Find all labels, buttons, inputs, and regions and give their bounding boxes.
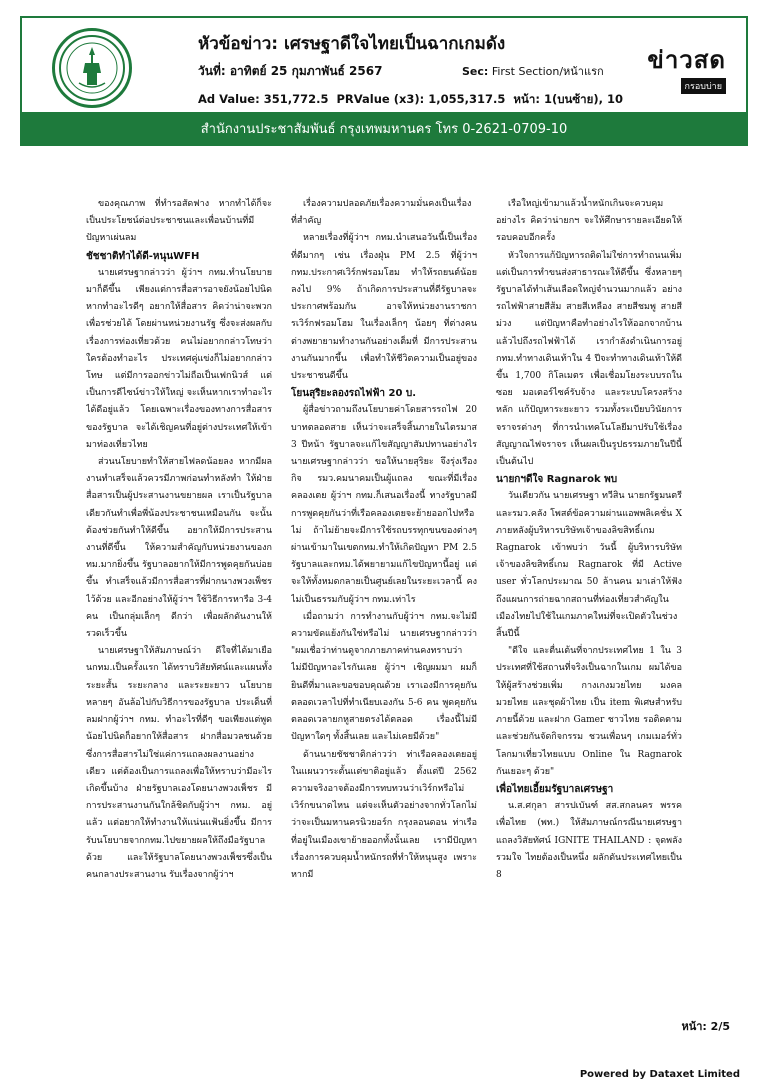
prvalue-label: PRValue (x3): [336,92,425,106]
subheading: เพื่อไทยเอี้ยมรัฐบาลเศรษฐา [496,783,614,795]
paragraph: "ดีใจ และตื่นเต้นที่จากประเทศไทย 1 ใน 3 ประเทศที่ใช้สถานที่จริงเป็นฉากในเกม ผมได้ขอให้ผู้สร้างช่วยเพิ่ม กางเกงมวยไทย มงคลมวยไทย และชุดผ้าไทย เป็น item พิเศษสำหรับภายนี้ด้วย และฝาก Gamer ชาวไทย รอติดตาม และช่วยกันจัดกิจกรรม ชวนเพื่อนๆ เกมเมอร์ทั่วโลกมาเที่ยวไทยแบบ Online ใน Ragnarok กันเยอะๆ ด้วย" [496,646,682,777]
powered-by: Powered by Dataxet Limited [579,1069,740,1080]
subheading: ชัชชาติทำได้ดี-หนุนWFH [86,250,200,262]
paragraph: ของคุณภาพ ที่ทำรอสัดฟาง หากทำได้ก็จะเป็นประโยชน์ต่อประชาชนและเพื่อนบ้านที่มีปัญหาเผ่นลม [86,199,272,244]
article-column-1 [86,196,272,1012]
brand-edition: กรอบบ่าย [681,78,726,94]
page-number: หน้า: 2/5 [681,1020,730,1033]
section-value: First Section/หน้าแรก [491,65,604,78]
paragraph: ด้านนายชัชชาติกล่าวว่า ท่าเรือคลองเตยอยู่ในแผนวาระตั้นแต่ขาติอยู่แล้ว ตั้งแต่ปี 2562 ความจริงอาจต้องมีการทบทวนว่าเวิร์กหรือไม่เวิร์กขนาดไหน แต่จะเห็นตัวอย่างจากทั่วโลกไม่ว่าจะเป็นมหานครนิวยอร์ก กรุงลอนดอน ท่าเรือที่อยู่ในเมืองเขาย้ายออกทั้งนั้นเลย เรามีปัญหาเรื่องการควบคุมน้ำหนักรถที่ทำให้หนุนสูง เพราะหากมี [291,749,477,880]
date-row [198,62,382,81]
headline-value: เศรษฐาดีใจไทยเป็นฉากเกมดัง [284,34,506,54]
headline-label: หัวข้อข่าว: [198,34,279,54]
article-column-2 [291,196,477,1012]
ad-value-label: Ad Value: [198,92,260,106]
ad-value: 351,772.5 [263,92,329,106]
article-body [86,196,682,1012]
date-label: วันที่: [198,64,226,78]
paragraph: ผู้สื่อข่าวถามถึงนโยบายค่าโดยสารรถไฟ 20 บาทตลอดสาย เห็นว่าจะเสร็จสิ้นภายในไตรมาส 3 ปีหน้า รัฐบาลจะแก้ไขสัญญาสัมปทานอย่างไร นายเศรษฐากล่าวว่า ขอให้นายสุริยะ จึงรุ่งเรืองกิจ รมว.คมนาคมเป็นผู้แถลง ขณะที่มีเรื่องคลองเตย ผู้ว่าฯ กทม.ก็เสนอเรื่องนี้ ทางรัฐบาลมีการพูดคุยกันว่าที่เรือคลองเตยจะย้ายออกไปหรือไม่ ถ้าไม่ย้ายจะมีการใช้รถบรรทุกขนของต่างๆ ผ่านเข้ามาในเขตกทม.ทำให้เกิดปัญหา PM 2.5 รัฐบาลและกทม.ได้พยายามแก้ไขปัญหานี้อยู่ แต่จะให้ทั้งหมดกลายเป็นศูนย์เลยในระยะเวลานี้ คงไม่เป็นธรรมกับผู้ว่าฯ กทม.เท่าไร [291,405,477,605]
paragraph: เรือใหญ่เข้ามาแล้วน้ำหนักเกินจะควบคุมอย่างไร คิดว่าน่ายกฯ จะให้ศึกษารายละเอียดให้รอบคอบอีกครั้ง [496,199,682,244]
subheading: โยนสุริยะลองรถไฟฟ้า 20 บ. [291,388,417,400]
paragraph: น.ส.ศกุลา สารปเบันฑ์ สส.สกลนคร พรรคเพื่อไทย (พท.) ให้สัมภาษณ์กรณีนายเศรษฐาแถลงวิสัยทัศน์ IGNITE THAILAND : จุดพลัง รวมใจ ไทยต้องเป็นหนึ่ง ผลักดันประเทศไทยเป็น 8 [496,801,682,880]
office-banner: สำนักงานประชาสัมพันธ์ กรุงเทพมหานคร โทร 0-2621-0709-10 [22,112,746,144]
paragraph: ส่วนนโยบายทำให้สายไฟลดน้อยลง หากมีผลงานทำเสร็จแล้วควรมีภาพก่อนทำหลังทำ ให้ฝ่ายสื่อสารเป็นผู้ประสานงานขยายผล เราเป็นรัฐบาลเดียวกันทำเพื่อพี่น้องประชาชนเหมือนกัน จะนั้นต้องช่วยกันทำให้ดีขึ้น อยากให้มีการประสานงานที่ดีขึ้น ให้ความสำคัญกับหน่วยงานของกทม.มากยิ่งขึ้น รัฐบาลอยากให้มีการพูดคุยกันบ่อยขึ้น ทำเสร็จแล้วมีการสื่อสารที่ฝากนางพวงเพ็ชรไว้ด้วย และอีกอย่างให้ผู้ว่าฯ ใช้วิธีการหารือ 3-4 คน เป็นกลุ่มเล็กๆ ดีกว่า เพื่อผลักดันงานให้รวดเร็วขึ้น [86,457,272,640]
paragraph: เมื่อถามว่า การทำงานกับผู้ว่าฯ กทม.จะไม่มีความขัดแย้งกันใช่หรือไม่ นายเศรษฐากล่าวว่า "ผมเชื่อว่าท่านดูจากภายภาคท่านคงทราบว่าไม่มีปัญหาอะไรกันเลย ผู้ว่าฯ เชิญผมมา ผมก็ยินดีที่มาและขอขอบคุณด้วย เราเองมีการคุยกันตลอดเวลาไปที่ทำเนียบเองกัน 5-6 คน พูดคุยกันตลอดเวลายกหูสายตรงได้ตลอด เรื่องนี้ไม่มีปัญหาใดๆ ทั้งสิ้นเลย และไม่เคยมีด้วย" [291,611,477,743]
clipping-header [20,16,748,146]
paragraph: หลายเรื่องที่ผู้ว่าฯ กทม.นำเสนอวันนี้เป็นเรื่องที่ดีมากๆ เช่น เรื่องฝุ่น PM 2.5 ที่ผู้ว่าฯ กทม.ประกาศเวิร์กฟรอมโฮม ทำให้รถยนต์น้อยลงไป 9% ถ้าเกิดการประสานที่ดีรัฐบาลจะประกาศพร้อมกัน อาจให้หน่วยงานราชการเวิร์กฟรอมโฮม ในเรื่องเล็กๆ น้อยๆ ที่ต่างคนต่างพยายามทำงานกันอย่างเต็มที่ มีการประสานงานกันมากขึ้น เพื่อทำให้ชีวิตความเป็นอยู่ของประชาชนดีขึ้น [291,233,477,382]
brand-name: ข่าวสด [647,46,726,74]
paragraph: นายเศรษฐาให้สัมภาษณ์ว่า ดีใจที่ได้มาเยือนกทม.เป็นครั้งแรก ได้ทราบวิสัยทัศน์และแผนทั้งระยะสั้น ระยะกลาง และระยะยาว นโยบายหลายๆ อันล้อไปกับวิธีการของรัฐบาล ประเด็นที่ลมฝากผู้ว่าฯ กทม. ทำอะไรที่ดีๆ ขอเพียงแต่พูดน้อยไปนิดก็อยากให้สื่อสาร ฝากสื่อมวลชนด้วย ซึ่งการสื่อสารไม่ใช่แค่การแถลงผลงานอย่างเดียว แต่ต้องเป็นการแถลงเพื่อให้ทราบว่ามีอะไรเกิดขึ้นบ้าง ฝ่ายรัฐบาลเองโดยนางพวงเพ็ชร มีการประสานงานกันใกล้ชิดกับผู้ว่าฯ กทม. อยู่แล้ว แต่อยากให้ทำงานให้แน่นแฟ้นยิ่งขึ้น มีการรับนโยบายจากกทม.ไปขยายผลให้ถึงมือรัฐบาลด้วย และให้รัฐบาลโดยนางพวงเพ็ชรซึ่งเป็นคนกลางประสานงาน รับเรื่องจากผู้ว่าฯ [86,646,272,880]
page-value: 1(บนซ้าย), 10 [543,92,623,106]
bma-seal-logo [52,28,132,108]
section-row [462,62,604,80]
page-label: หน้า: [513,92,540,106]
headline-row [198,30,505,57]
date-value: อาทิตย์ 25 กุมภาพันธ์ 2567 [229,64,383,78]
value-row [198,91,623,109]
newspaper-brand [647,46,726,94]
paragraph: หัวใจการแก้ปัญหารถติดไม่ใช่การทำถนนเพิ่ม แต่เป็นการทำขนส่งสาธารณะให้ดีขึ้น ซึ่งหลายๆ รัฐบาลได้ทำเส้นเลือดใหญ่จำนวนมากแล้ว อย่างรถไฟฟ้าสายสีส้ม สายสีเหลือง สายสีชมพู สายสีม่วง แต่ปัญหาคือทำอย่างไรให้ออกจากบ้านแล้วไปถึงรถไฟฟ้าได้ เรากำลังดำเนินการอยู่ กทม.ทำทางเดินเท้าใน 4 ปีจะทำทางเดินเท้าให้ดีขึ้น 1,700 กิโลเมตร เพื่อเชื่อมโยงระบบรถในซอย มอเตอร์ไซค์รับจ้าง และระบบโครงสร้างหลัก แก้ปัญหาระยะยาว รวมทั้งระเบียบวินัยการจราจรต่างๆ ที่การนำเทคโนโลยีมาปรับใช้เรื่องสัญญาณไฟจราจร เห็นผลเป็นรูปธรรมภายในปีนี้เป็นต้นไป [496,250,682,468]
subheading: นายกฯดีใจ Ragnarok พบ [496,474,618,486]
paragraph: เรื่องความปลอดภัยเรื่องความมั่นคงเป็นเรื่องที่สำคัญ [291,199,472,227]
section-label: Sec: [462,65,489,78]
prvalue-value: 1,055,317.5 [428,92,506,106]
article-column-3 [496,196,682,1012]
paragraph: นายเศรษฐากล่าวว่า ผู้ว่าฯ กทม.ทำนโยบายมาก็ดีขึ้น เพียงแต่การสื่อสารอาจยังน้อยไปนิด หากทำอะไรดีๆ อยากให้สื่อสาร คิดว่าน่าจะพวกเพื่อรช่วยได้ โดยผ่านหน่วยงานรัฐ ซึ่งจะส่งผลกับเรื่องการท่องเที่ยวด้วย คนไม่อยากกล่าวโทษว่าใครต้องทำอะไร ประเทศคู่แข่งก็ไม่อยากกล่าวโทษ แต่มีการออกข่าวไม่ถือเป็นเฟกนิวส์ แต่เป็นการดีไซน์ข่าวให้ใหญ่ จะเห็นหากเราทำอะไรได้ดีอยู่แล้ว โดยเฉพาะเรื่องของทางการสื่อสารของรัฐบาล จะได้เชิญคนที่อยู่ต่างประเทศให้เข้ามาท่องเที่ยวไทย [86,267,272,450]
paragraph: วันเดียวกัน นายเศรษฐา ทวีสิน นายกรัฐมนตรีและรมว.คลัง โพสต์ข้อความผ่านแอพพลิเคชั่น X ภายหลังผู้บริหารบริษัทเจ้าของลิขสิทธิ์เกม Ragnarok เข้าพบว่า วันนี้ ผู้บริหารบริษัทเจ้าของลิขสิทธิ์เกม Ragnarok ที่มี Active user ทั่วโลกประมาณ 50 ล้านคน มาเล่าให้ฟังถึงแผนการถ่ายฉากสถานที่ท่องเที่ยวสำคัญในเมืองไทยไปใช้ในเกมภาคใหม่ที่จะเปิดตัวในช่วงสิ้นปีนี้ [496,491,682,640]
